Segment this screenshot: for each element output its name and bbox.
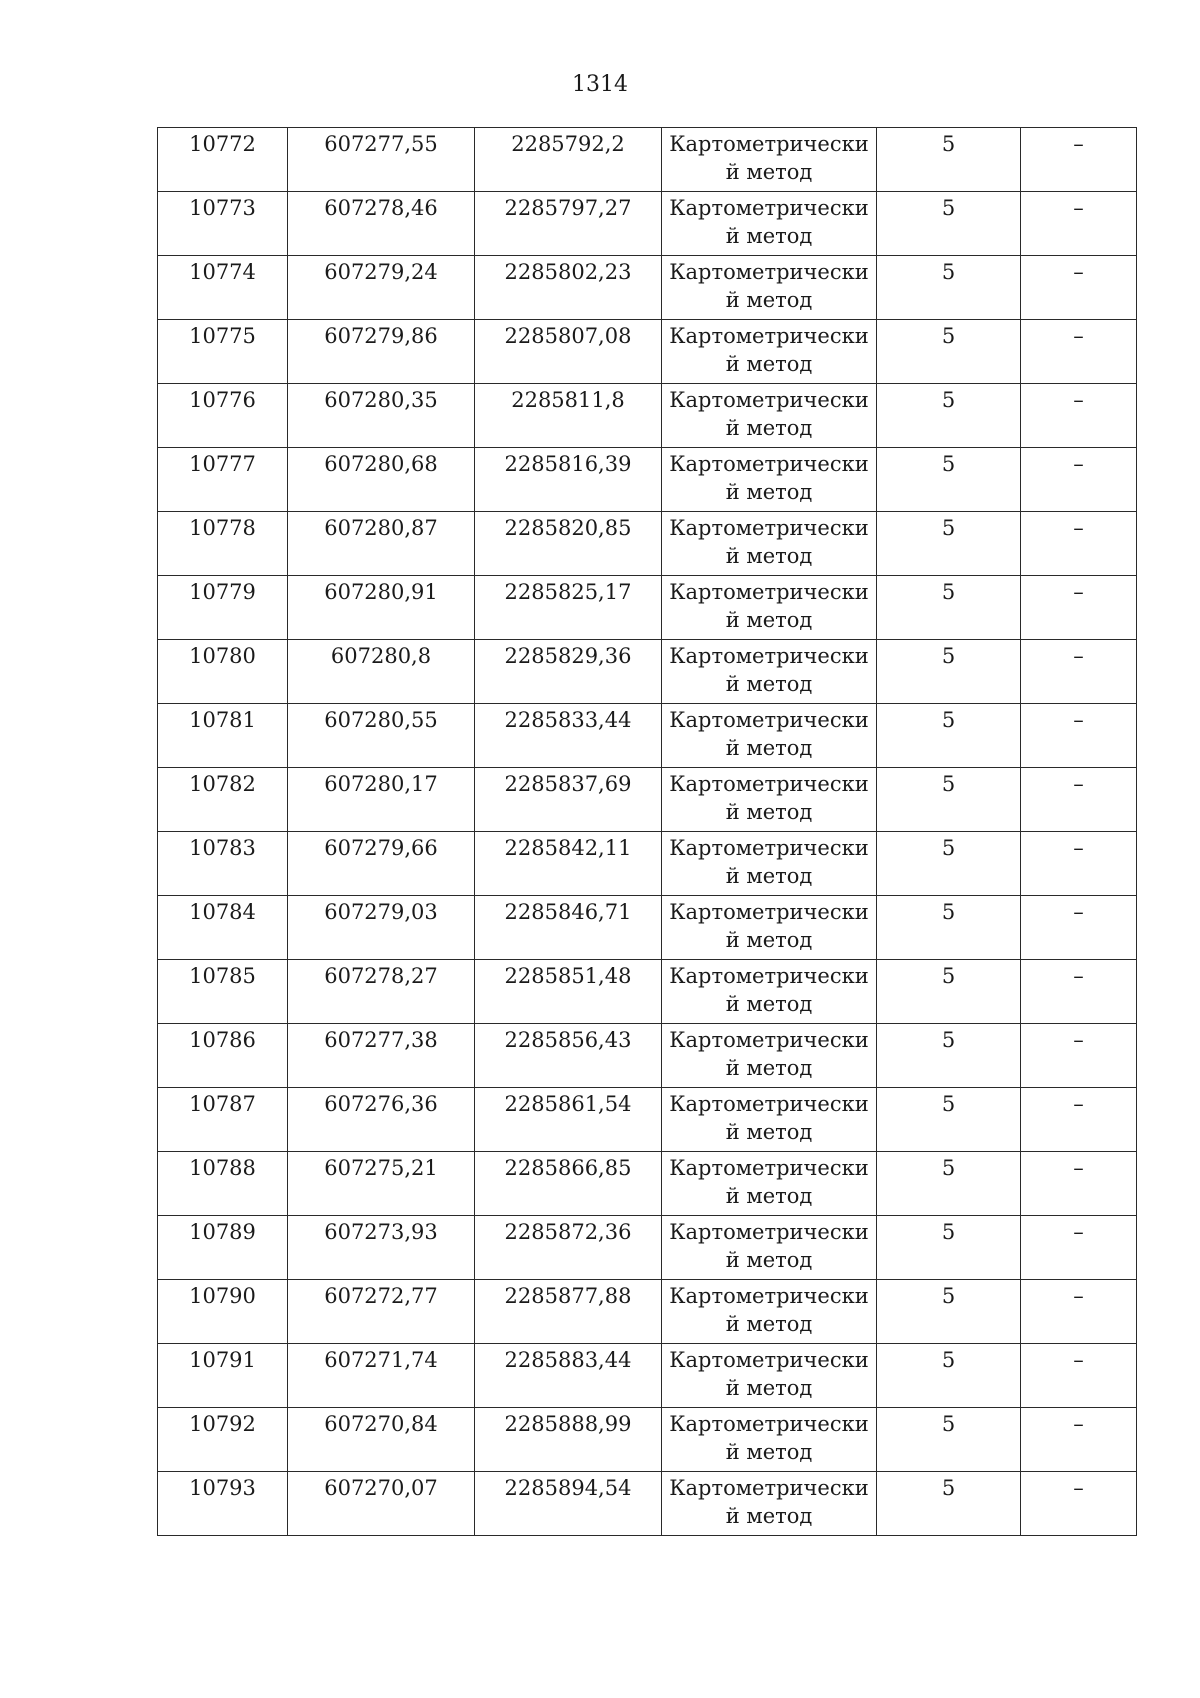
cell-accuracy: 5 bbox=[877, 1344, 1021, 1408]
table-row bbox=[158, 1088, 1137, 1152]
table-row bbox=[158, 320, 1137, 384]
method-text: Картометрически й метод bbox=[669, 1476, 869, 1528]
cell-note: – bbox=[1021, 832, 1137, 896]
table-row bbox=[158, 1344, 1137, 1408]
cell-note: – bbox=[1021, 192, 1137, 256]
cell-accuracy: 5 bbox=[877, 832, 1021, 896]
cell-point-number: 10775 bbox=[158, 320, 288, 384]
cell-accuracy: 5 bbox=[877, 1024, 1021, 1088]
table-row bbox=[158, 832, 1137, 896]
cell-coord-x: 607280,17 bbox=[288, 768, 475, 832]
cell-note: – bbox=[1021, 1344, 1137, 1408]
method-text: Картометрически й метод bbox=[669, 1092, 869, 1144]
cell-method bbox=[662, 960, 877, 1024]
method-text: Картометрически й метод bbox=[669, 132, 869, 184]
cell-note: – bbox=[1021, 896, 1137, 960]
cell-coord-y: 2285872,36 bbox=[475, 1216, 662, 1280]
method-text: Картометрически й метод bbox=[669, 1028, 869, 1080]
cell-point-number: 10786 bbox=[158, 1024, 288, 1088]
cell-method bbox=[662, 1280, 877, 1344]
cell-coord-x: 607279,24 bbox=[288, 256, 475, 320]
method-text: Картометрически й метод bbox=[669, 1348, 869, 1400]
cell-coord-x: 607280,55 bbox=[288, 704, 475, 768]
cell-coord-y: 2285833,44 bbox=[475, 704, 662, 768]
cell-note: – bbox=[1021, 576, 1137, 640]
cell-coord-x: 607278,46 bbox=[288, 192, 475, 256]
cell-coord-x: 607280,8 bbox=[288, 640, 475, 704]
cell-coord-y: 2285797,27 bbox=[475, 192, 662, 256]
cell-note: – bbox=[1021, 1280, 1137, 1344]
table-row bbox=[158, 1472, 1137, 1536]
cell-note: – bbox=[1021, 320, 1137, 384]
cell-point-number: 10780 bbox=[158, 640, 288, 704]
cell-accuracy: 5 bbox=[877, 192, 1021, 256]
cell-coord-x: 607277,55 bbox=[288, 128, 475, 192]
cell-note: – bbox=[1021, 448, 1137, 512]
cell-coord-x: 607277,38 bbox=[288, 1024, 475, 1088]
method-text: Картометрически й метод bbox=[669, 516, 869, 568]
cell-method bbox=[662, 896, 877, 960]
cell-point-number: 10773 bbox=[158, 192, 288, 256]
cell-note: – bbox=[1021, 256, 1137, 320]
table-row bbox=[158, 384, 1137, 448]
cell-point-number: 10792 bbox=[158, 1408, 288, 1472]
cell-coord-y: 2285792,2 bbox=[475, 128, 662, 192]
cell-point-number: 10774 bbox=[158, 256, 288, 320]
cell-coord-y: 2285883,44 bbox=[475, 1344, 662, 1408]
cell-point-number: 10782 bbox=[158, 768, 288, 832]
cell-note: – bbox=[1021, 512, 1137, 576]
cell-note: – bbox=[1021, 1152, 1137, 1216]
method-text: Картометрически й метод bbox=[669, 580, 869, 632]
method-text: Картометрически й метод bbox=[669, 1284, 869, 1336]
cell-accuracy: 5 bbox=[877, 960, 1021, 1024]
method-text: Картометрически й метод bbox=[669, 260, 869, 312]
cell-method bbox=[662, 1344, 877, 1408]
method-text: Картометрически й метод bbox=[669, 388, 869, 440]
cell-accuracy: 5 bbox=[877, 1280, 1021, 1344]
cell-coord-y: 2285811,8 bbox=[475, 384, 662, 448]
cell-coord-x: 607270,84 bbox=[288, 1408, 475, 1472]
cell-note: – bbox=[1021, 128, 1137, 192]
cell-coord-x: 607272,77 bbox=[288, 1280, 475, 1344]
cell-accuracy: 5 bbox=[877, 1152, 1021, 1216]
cell-coord-x: 607271,74 bbox=[288, 1344, 475, 1408]
cell-accuracy: 5 bbox=[877, 576, 1021, 640]
cell-point-number: 10781 bbox=[158, 704, 288, 768]
cell-note: – bbox=[1021, 640, 1137, 704]
cell-method bbox=[662, 576, 877, 640]
cell-coord-x: 607279,03 bbox=[288, 896, 475, 960]
table-row bbox=[158, 512, 1137, 576]
cell-method bbox=[662, 320, 877, 384]
table-row bbox=[158, 576, 1137, 640]
cell-accuracy: 5 bbox=[877, 384, 1021, 448]
cell-method bbox=[662, 832, 877, 896]
cell-note: – bbox=[1021, 960, 1137, 1024]
table-row bbox=[158, 704, 1137, 768]
cell-method bbox=[662, 1216, 877, 1280]
method-text: Картометрически й метод bbox=[669, 196, 869, 248]
cell-note: – bbox=[1021, 1216, 1137, 1280]
page-number: 1314 bbox=[572, 72, 628, 97]
cell-coord-y: 2285866,85 bbox=[475, 1152, 662, 1216]
cell-note: – bbox=[1021, 1472, 1137, 1536]
table-row bbox=[158, 128, 1137, 192]
cell-point-number: 10790 bbox=[158, 1280, 288, 1344]
cell-point-number: 10789 bbox=[158, 1216, 288, 1280]
cell-coord-y: 2285856,43 bbox=[475, 1024, 662, 1088]
cell-accuracy: 5 bbox=[877, 320, 1021, 384]
cell-method bbox=[662, 1152, 877, 1216]
cell-point-number: 10776 bbox=[158, 384, 288, 448]
cell-accuracy: 5 bbox=[877, 128, 1021, 192]
cell-coord-x: 607278,27 bbox=[288, 960, 475, 1024]
cell-coord-x: 607280,35 bbox=[288, 384, 475, 448]
cell-method bbox=[662, 1472, 877, 1536]
cell-coord-y: 2285802,23 bbox=[475, 256, 662, 320]
method-text: Картометрически й метод bbox=[669, 1220, 869, 1272]
cell-point-number: 10783 bbox=[158, 832, 288, 896]
cell-accuracy: 5 bbox=[877, 1472, 1021, 1536]
cell-point-number: 10772 bbox=[158, 128, 288, 192]
cell-point-number: 10779 bbox=[158, 576, 288, 640]
cell-point-number: 10787 bbox=[158, 1088, 288, 1152]
cell-coord-y: 2285837,69 bbox=[475, 768, 662, 832]
cell-accuracy: 5 bbox=[877, 704, 1021, 768]
cell-coord-y: 2285825,17 bbox=[475, 576, 662, 640]
cell-method bbox=[662, 768, 877, 832]
cell-point-number: 10778 bbox=[158, 512, 288, 576]
table-row bbox=[158, 896, 1137, 960]
cell-method bbox=[662, 128, 877, 192]
cell-note: – bbox=[1021, 768, 1137, 832]
cell-method bbox=[662, 256, 877, 320]
cell-coord-y: 2285842,11 bbox=[475, 832, 662, 896]
cell-point-number: 10788 bbox=[158, 1152, 288, 1216]
table-row bbox=[158, 1280, 1137, 1344]
cell-coord-x: 607280,87 bbox=[288, 512, 475, 576]
table-row bbox=[158, 1024, 1137, 1088]
table-row bbox=[158, 1216, 1137, 1280]
cell-method bbox=[662, 1024, 877, 1088]
cell-point-number: 10791 bbox=[158, 1344, 288, 1408]
cell-note: – bbox=[1021, 1408, 1137, 1472]
cell-note: – bbox=[1021, 704, 1137, 768]
table-row bbox=[158, 448, 1137, 512]
cell-accuracy: 5 bbox=[877, 512, 1021, 576]
table-row bbox=[158, 960, 1137, 1024]
cell-coord-x: 607280,68 bbox=[288, 448, 475, 512]
cell-accuracy: 5 bbox=[877, 768, 1021, 832]
table-row bbox=[158, 768, 1137, 832]
cell-coord-y: 2285829,36 bbox=[475, 640, 662, 704]
cell-method bbox=[662, 1088, 877, 1152]
cell-coord-y: 2285888,99 bbox=[475, 1408, 662, 1472]
cell-method bbox=[662, 192, 877, 256]
cell-coord-y: 2285877,88 bbox=[475, 1280, 662, 1344]
cell-coord-x: 607280,91 bbox=[288, 576, 475, 640]
method-text: Картометрически й метод bbox=[669, 772, 869, 824]
method-text: Картометрически й метод bbox=[669, 964, 869, 1016]
cell-coord-y: 2285846,71 bbox=[475, 896, 662, 960]
cell-coord-y: 2285820,85 bbox=[475, 512, 662, 576]
cell-method bbox=[662, 640, 877, 704]
cell-coord-x: 607275,21 bbox=[288, 1152, 475, 1216]
cell-coord-x: 607279,66 bbox=[288, 832, 475, 896]
method-text: Картометрически й метод bbox=[669, 1156, 869, 1208]
method-text: Картометрически й метод bbox=[669, 836, 869, 888]
coordinates-table bbox=[157, 127, 1137, 1536]
cell-note: – bbox=[1021, 1024, 1137, 1088]
cell-note: – bbox=[1021, 1088, 1137, 1152]
cell-coord-y: 2285851,48 bbox=[475, 960, 662, 1024]
method-text: Картометрически й метод bbox=[669, 644, 869, 696]
cell-coord-x: 607276,36 bbox=[288, 1088, 475, 1152]
cell-accuracy: 5 bbox=[877, 256, 1021, 320]
cell-coord-x: 607279,86 bbox=[288, 320, 475, 384]
cell-coord-y: 2285807,08 bbox=[475, 320, 662, 384]
table-row bbox=[158, 192, 1137, 256]
cell-accuracy: 5 bbox=[877, 448, 1021, 512]
cell-point-number: 10784 bbox=[158, 896, 288, 960]
method-text: Картометрически й метод bbox=[669, 324, 869, 376]
cell-accuracy: 5 bbox=[877, 1408, 1021, 1472]
cell-note: – bbox=[1021, 384, 1137, 448]
cell-method bbox=[662, 448, 877, 512]
cell-coord-y: 2285861,54 bbox=[475, 1088, 662, 1152]
cell-method bbox=[662, 1408, 877, 1472]
cell-method bbox=[662, 512, 877, 576]
cell-accuracy: 5 bbox=[877, 1088, 1021, 1152]
method-text: Картометрически й метод bbox=[669, 1412, 869, 1464]
cell-coord-x: 607270,07 bbox=[288, 1472, 475, 1536]
cell-accuracy: 5 bbox=[877, 896, 1021, 960]
method-text: Картометрически й метод bbox=[669, 452, 869, 504]
table-row bbox=[158, 1152, 1137, 1216]
cell-method bbox=[662, 704, 877, 768]
method-text: Картометрически й метод bbox=[669, 900, 869, 952]
cell-point-number: 10785 bbox=[158, 960, 288, 1024]
cell-method bbox=[662, 384, 877, 448]
table-row bbox=[158, 1408, 1137, 1472]
cell-coord-y: 2285894,54 bbox=[475, 1472, 662, 1536]
cell-point-number: 10777 bbox=[158, 448, 288, 512]
cell-point-number: 10793 bbox=[158, 1472, 288, 1536]
table-row bbox=[158, 640, 1137, 704]
method-text: Картометрически й метод bbox=[669, 708, 869, 760]
table-row bbox=[158, 256, 1137, 320]
coordinates-table-body bbox=[158, 128, 1137, 1536]
cell-coord-y: 2285816,39 bbox=[475, 448, 662, 512]
cell-coord-x: 607273,93 bbox=[288, 1216, 475, 1280]
cell-accuracy: 5 bbox=[877, 1216, 1021, 1280]
cell-accuracy: 5 bbox=[877, 640, 1021, 704]
